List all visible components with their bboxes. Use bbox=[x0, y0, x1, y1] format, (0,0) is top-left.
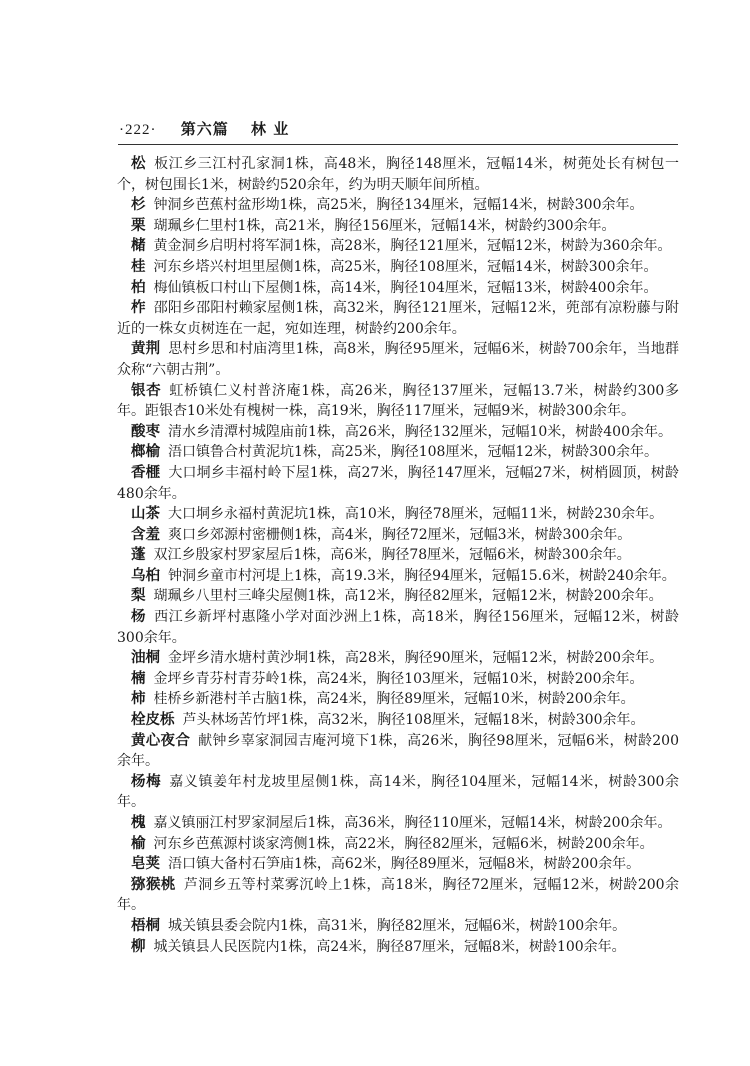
entry-text: 钟洞乡芭蕉村盆形坳1株，高25米，胸径134厘米，冠幅14米，树龄300余年。 bbox=[153, 197, 644, 214]
entry-text: 板江乡三江村孔家洞1株，高48米，胸径148厘米，冠幅14米，树蔸处长有树包一个，树包围长1米，树龄约520余年，约为明天顺年间所植。 bbox=[117, 156, 679, 193]
species-name: 含羞 bbox=[131, 526, 160, 543]
entry-youtong bbox=[117, 648, 679, 669]
entry-text: 桂桥乡新港村羊古脑1株，高24米，胸径89厘米，冠幅10米，树龄200余年。 bbox=[153, 691, 635, 708]
species-name: 山茶 bbox=[131, 506, 160, 523]
page-number: ·222· bbox=[119, 122, 157, 138]
species-name: 杨梅 bbox=[131, 773, 162, 790]
entry-text: 浯口镇鲁合村黄泥坑1株，高25米，胸径108厘米，冠幅12米，树龄300余年。 bbox=[168, 444, 658, 461]
section-title: 林 业 bbox=[250, 120, 290, 138]
entry-shuanpili bbox=[117, 710, 679, 731]
entry-text: 钟洞乡童市村河堤上1株，高19.3米，胸径94厘米，冠幅15.6米，树龄240余年。 bbox=[168, 567, 676, 584]
species-name: 槐 bbox=[131, 815, 146, 831]
entry-text: 清水乡清潭村城隍庙前1株，高26米，胸径132厘米，冠幅10米，树龄400余年。 bbox=[168, 423, 672, 440]
entry-text: 虹桥镇仁义村普济庵1株，高26米，胸径137厘米，冠幅13.7米，树龄约300多年。距银杏10米处有槐树一株，高19米，胸径117厘米，冠幅9米，树龄300余年。 bbox=[117, 382, 679, 420]
entry-huangxinyehe bbox=[117, 731, 679, 772]
entry-bai bbox=[117, 278, 679, 299]
entry-li-pear bbox=[117, 586, 679, 607]
entry-text: 芦头林场苦竹坪1株，高32米，胸径108厘米，冠幅18米，树龄300余年。 bbox=[182, 712, 645, 729]
entry-text: 梅仙镇板口村山下屋侧1株，高14米，胸径104厘米，冠幅13米，树龄400余年。 bbox=[153, 279, 658, 296]
species-name: 银杏 bbox=[131, 382, 162, 399]
entry-zhu bbox=[117, 236, 679, 257]
entry-text: 嘉义镇姜年村龙坡里屋侧1株，高14米，胸径104厘米，冠幅14米，树龄300余年。 bbox=[117, 773, 680, 811]
entry-text: 爽口乡郊源村密栅侧1株，高4米，胸径72厘米，冠幅3米，树龄300余年。 bbox=[168, 526, 632, 543]
entry-text: 嘉义镇丽江村罗家洞屋后1株，高36米，胸径110厘米，冠幅14米，树龄200余年。 bbox=[153, 815, 672, 831]
species-name: 桂 bbox=[131, 258, 146, 275]
entry-yinxing bbox=[117, 381, 679, 422]
species-name: 柳 bbox=[131, 938, 146, 955]
species-name: 柏 bbox=[131, 279, 146, 296]
entry-yang bbox=[117, 607, 679, 648]
entry-huai bbox=[117, 813, 679, 834]
species-name: 猕猴桃 bbox=[131, 876, 176, 893]
entry-mihoutao bbox=[117, 875, 679, 916]
tree-entry-list bbox=[117, 154, 679, 957]
entry-text: 瑚珮乡仁里村1株，高21米，胸径156厘米，冠幅14米，树龄约300余年。 bbox=[153, 217, 616, 234]
entry-xiangfei bbox=[117, 463, 679, 504]
species-name: 梧桐 bbox=[131, 917, 160, 934]
chapter-label: 第六篇 bbox=[180, 120, 229, 138]
species-name: 栓皮栎 bbox=[131, 712, 175, 729]
entry-langyu bbox=[117, 442, 679, 463]
entry-zaojia bbox=[117, 854, 679, 875]
entry-text: 城关镇县委会院内1株，高31米，胸径82厘米，冠幅6米，树龄100余年。 bbox=[168, 917, 627, 934]
species-name: 黄荆 bbox=[131, 341, 161, 358]
species-name: 榔榆 bbox=[131, 444, 160, 461]
entry-nan bbox=[117, 669, 679, 690]
species-name: 香榧 bbox=[131, 464, 161, 481]
entry-text: 芦洞乡五等村菜雾沉岭上1株，高18米，胸径72厘米，冠幅12米，树龄200余年。 bbox=[117, 876, 679, 914]
species-name: 酸枣 bbox=[131, 423, 160, 440]
entry-shancha bbox=[117, 504, 679, 525]
species-name: 杉 bbox=[131, 197, 146, 214]
species-name: 松 bbox=[131, 156, 147, 172]
species-name: 乌桕 bbox=[131, 567, 160, 584]
entry-wujiu bbox=[117, 566, 679, 587]
entry-huangjing bbox=[117, 339, 679, 380]
entry-yu bbox=[117, 834, 679, 855]
entry-wutong bbox=[117, 916, 679, 937]
species-name: 栗 bbox=[131, 217, 146, 234]
entry-shi bbox=[117, 689, 679, 710]
entry-text: 瑚珮乡八里村三峰尖屋侧1株，高12米，胸径82厘米，冠幅12米，树龄200余年。 bbox=[153, 588, 663, 605]
species-name: 榆 bbox=[131, 835, 146, 852]
species-name: 柞 bbox=[131, 300, 146, 317]
entry-text: 思村乡思和村庙湾里1株，高8米，胸径95厘米，冠幅6米，树龄700余年，当地群众称“六朝古荆”。 bbox=[117, 341, 679, 378]
species-name: 黄心夜合 bbox=[131, 732, 191, 749]
species-name: 梨 bbox=[131, 588, 146, 605]
entry-song bbox=[117, 154, 679, 195]
entry-gui bbox=[117, 257, 679, 278]
species-name: 柿 bbox=[131, 691, 146, 708]
entry-text: 黄金洞乡启明村将军洞1株，高28米，胸径121厘米，冠幅12米，树龄为360余年。 bbox=[153, 238, 672, 255]
entry-liu bbox=[117, 937, 679, 958]
entry-zuo bbox=[117, 298, 679, 339]
entry-text: 河东乡芭蕉源村谈家湾侧1株，高22米，胸径82厘米，冠幅6米，树龄200余年。 bbox=[153, 835, 654, 852]
entry-text: 城关镇县人民医院内1株，高24米，胸径87厘米，冠幅8米，树龄100余年。 bbox=[153, 938, 626, 955]
species-name: 槠 bbox=[131, 238, 146, 255]
species-name: 杨 bbox=[131, 609, 147, 626]
page-header bbox=[119, 118, 289, 139]
entry-text: 献钟乡辜家洞园吉庵河境下1株，高26米，胸径98厘米，冠幅6米，树龄200余年。 bbox=[117, 732, 679, 770]
entry-text: 浯口镇大备村石笋庙1株，高62米，胸径89厘米，冠幅8米，树龄200余年。 bbox=[168, 856, 641, 873]
entry-text: 双江乡殷家村罗家屋后1株，高6米，胸径78厘米，冠幅6米，树龄300余年。 bbox=[153, 547, 631, 564]
species-name: 皂荚 bbox=[131, 856, 160, 873]
species-name: 蓬 bbox=[131, 547, 146, 564]
entry-suanzao bbox=[117, 422, 679, 443]
entry-shan bbox=[117, 195, 679, 216]
species-name: 油桐 bbox=[131, 650, 160, 667]
species-name: 楠 bbox=[131, 670, 146, 687]
entry-text: 金坪乡青芬村青芬岭1株，高24米，胸径103厘米，冠幅10米，树龄200余年。 bbox=[153, 670, 644, 687]
entry-hanxiu bbox=[117, 525, 679, 546]
entry-text: 西江乡新坪村惠隆小学对面沙洲上1株，高18米，胸径156厘米，冠幅12米，树龄300余年。 bbox=[117, 609, 679, 646]
header-rule bbox=[118, 144, 678, 145]
entry-text: 河东乡塔兴村坦里屋侧1株，高25米，胸径108厘米，冠幅14米，树龄300余年。 bbox=[153, 258, 658, 275]
entry-li bbox=[117, 216, 679, 237]
entry-text: 金坪乡清水塘村黄沙垌1株，高28米，胸径90厘米，冠幅12米，树龄200余年。 bbox=[168, 650, 664, 667]
entry-peng bbox=[117, 545, 679, 566]
entry-text: 邵阳乡邵阳村赖家屋侧1株，高32米，胸径121厘米，冠幅12米，蔸部有凉粉藤与附近的一株女贞树连在一起，宛如连理，树龄约200余年。 bbox=[117, 300, 680, 337]
entry-yangmei bbox=[117, 772, 679, 813]
entry-text: 大口垌乡丰福村岭下屋1株，高27米，胸径147厘米，冠幅27米，树梢圆顶，树龄480余年。 bbox=[117, 464, 679, 502]
entry-text: 大口垌乡永福村黄泥坑1株，高10米，胸径78厘米，冠幅11米，树龄230余年。 bbox=[168, 506, 664, 523]
